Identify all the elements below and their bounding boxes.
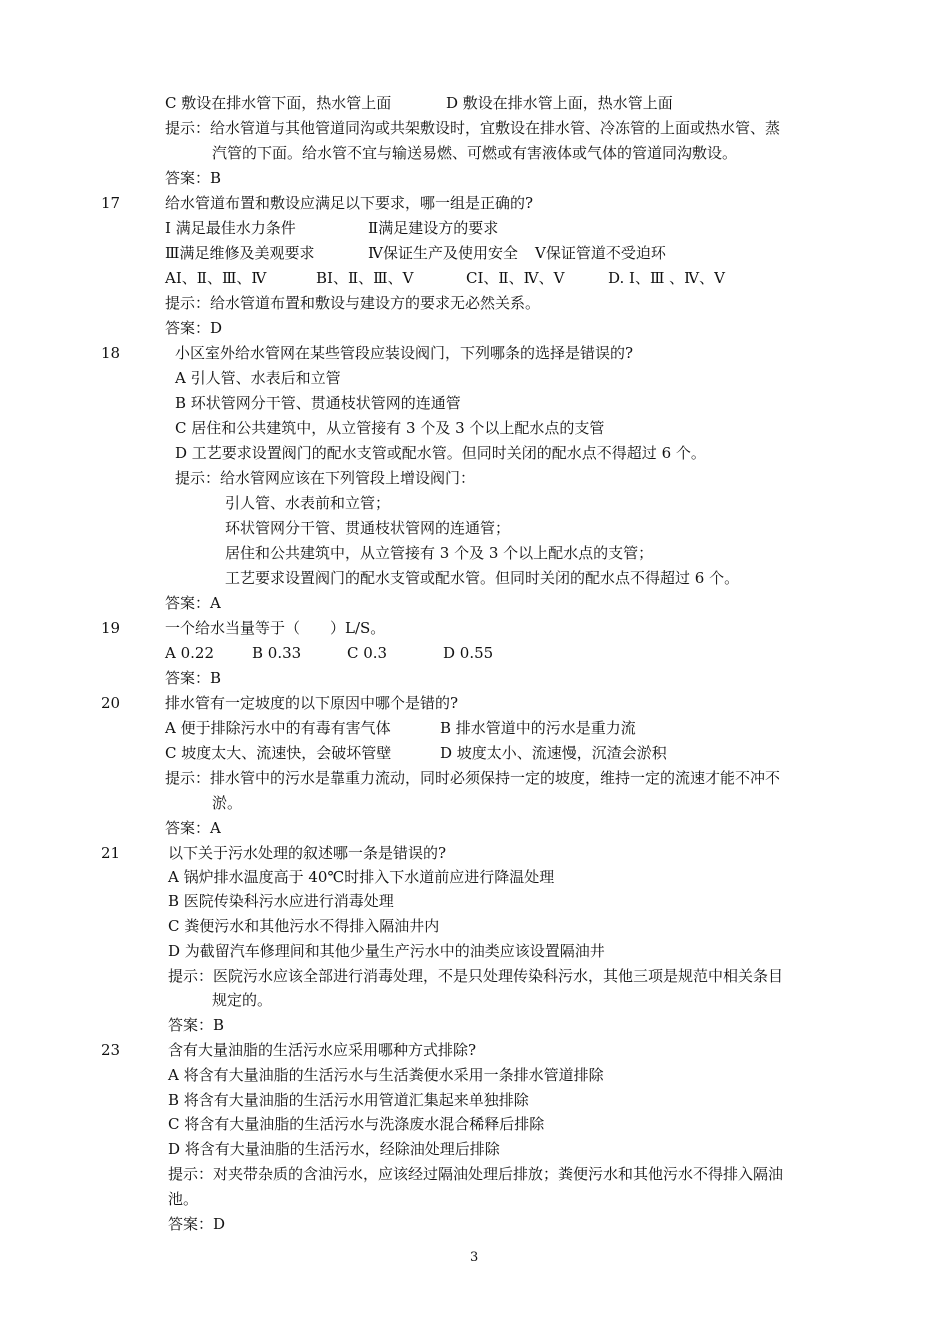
- q17-item-5: Ⅴ保证管道不受迫环: [535, 244, 666, 262]
- q18-hint: 提示：给水管网应该在下列管段上增设阀门：: [175, 469, 476, 487]
- q17-option-d: D. Ⅰ、Ⅲ 、Ⅳ、Ⅴ: [608, 269, 726, 287]
- q19-option-c: C 0.3: [347, 644, 388, 662]
- q23-hint-line1: 提示：对夹带杂质的含油污水，应该经过隔油处理后排放；粪便污水和其他污水不得排入隔油: [168, 1165, 784, 1183]
- q18-option-a: A 引人管、水表后和立管: [175, 369, 341, 387]
- q16-option-c: C 敷设在排水管下面，热水管上面: [165, 94, 392, 112]
- q19-number: 19: [101, 619, 121, 637]
- q17-hint: 提示：给水管道布置和敷设与建设方的要求无必然关系。: [165, 294, 541, 312]
- q20-option-d: D 坡度太小、流速慢，沉渣会淤积: [440, 744, 667, 762]
- q19-stem: 一个给水当量等于（ ）L/S。: [165, 619, 386, 637]
- q21-answer: 答案：B: [168, 1016, 225, 1034]
- q21-option-c: C 粪便污水和其他污水不得排入隔油井内: [168, 917, 440, 935]
- q17-option-b: BⅠ、Ⅱ、Ⅲ、Ⅴ: [316, 269, 414, 287]
- q16-answer: 答案：B: [165, 169, 222, 187]
- q17-option-c: CⅠ、Ⅱ、Ⅳ、Ⅴ: [466, 269, 565, 287]
- q21-hint-line1: 提示：医院污水应该全部进行消毒处理，不是只处理传染科污水，其他三项是规范中相关条目: [168, 967, 784, 985]
- q23-option-a: A 将含有大量油脂的生活污水与生活粪便水采用一条排水管道排除: [168, 1066, 604, 1084]
- q20-hint-line1: 提示：排水管中的污水是靠重力流动，同时必须保持一定的坡度，维持一定的流速才能不冲不: [165, 769, 781, 787]
- q17-option-a: AⅠ、Ⅱ、Ⅲ、Ⅳ: [165, 269, 267, 287]
- q17-item-4: Ⅳ保证生产及使用安全: [368, 244, 518, 262]
- q20-option-b: B 排水管道中的污水是重力流: [440, 719, 636, 737]
- q20-number: 20: [101, 694, 121, 712]
- q23-hint-line2: 池。: [168, 1190, 199, 1208]
- q18-hint-item-4: 工艺要求设置阀门的配水支管或配水管。但同时关闭的配水点不得超过 6 个。: [225, 569, 740, 587]
- q16-hint-line2: 汽管的下面。给水管不宜与输送易燃、可燃或有害液体或气体的管道同沟敷设。: [212, 144, 738, 162]
- q17-stem: 给水管道布置和敷设应满足以下要求，哪一组是正确的?: [165, 194, 534, 212]
- q18-hint-item-1: 引人管、水表前和立管；: [225, 494, 391, 512]
- q18-number: 18: [101, 344, 121, 362]
- q23-number: 23: [101, 1041, 121, 1059]
- q18-option-b: B 环状管网分干管、贯通枝状管网的连通管: [175, 394, 461, 412]
- q23-option-b: B 将含有大量油脂的生活污水用管道汇集起来单独排除: [168, 1091, 529, 1109]
- q23-answer: 答案：D: [168, 1215, 226, 1233]
- q17-answer: 答案：D: [165, 319, 223, 337]
- q16-option-d: D 敷设在排水管上面，热水管上面: [446, 94, 673, 112]
- q19-option-a: A 0.22: [165, 644, 214, 662]
- q18-option-d: D 工艺要求设置阀门的配水支管或配水管。但同时关闭的配水点不得超过 6 个。: [175, 444, 706, 462]
- q21-option-b: B 医院传染科污水应进行消毒处理: [168, 892, 394, 910]
- q17-item-1: Ⅰ 满足最佳水力条件: [165, 219, 296, 237]
- q23-option-d: D 将含有大量油脂的生活污水，经除油处理后排除: [168, 1140, 500, 1158]
- q23-stem: 含有大量油脂的生活污水应采用哪种方式排除?: [168, 1041, 477, 1059]
- q20-option-a: A 便于排除污水中的有毒有害气体: [165, 719, 391, 737]
- q18-hint-item-2: 环状管网分干管、贯通枝状管网的连通管；: [225, 519, 511, 537]
- q21-hint-line2: 规定的。: [212, 991, 273, 1009]
- q17-number: 17: [101, 194, 121, 212]
- q21-stem: 以下关于污水处理的叙述哪一条是错误的?: [168, 844, 447, 862]
- q21-option-d: D 为截留汽车修理间和其他少量生产污水中的油类应该设置隔油井: [168, 942, 605, 960]
- q18-stem: 小区室外给水管网在某些管段应装设阀门，下列哪条的选择是错误的?: [175, 344, 634, 362]
- q20-hint-line2: 淤。: [212, 794, 243, 812]
- q19-option-b: B 0.33: [252, 644, 302, 662]
- q19-option-d: D 0.55: [443, 644, 494, 662]
- q20-answer: 答案：A: [165, 819, 221, 837]
- q23-option-c: C 将含有大量油脂的生活污水与洗涤废水混合稀释后排除: [168, 1115, 545, 1133]
- q17-item-2: Ⅱ满足建设方的要求: [368, 219, 499, 237]
- page-number: 3: [470, 1250, 479, 1265]
- q18-answer: 答案：A: [165, 594, 221, 612]
- q21-number: 21: [101, 844, 121, 862]
- q21-option-a: A 锅炉排水温度高于 40℃时排入下水道前应进行降温处理: [168, 868, 555, 886]
- q18-hint-item-3: 居住和公共建筑中，从立管接有 3 个及 3 个以上配水点的支管；: [225, 544, 654, 562]
- q19-answer: 答案：B: [165, 669, 222, 687]
- q20-option-c: C 坡度太大、流速快，会破坏管壁: [165, 744, 392, 762]
- q20-stem: 排水管有一定坡度的以下原因中哪个是错的?: [165, 694, 459, 712]
- q16-hint-line1: 提示：给水管道与其他管道同沟或共架敷设时，宜敷设在排水管、冷冻管的上面或热水管、蒸: [165, 119, 781, 137]
- q17-item-3: Ⅲ满足维修及美观要求: [165, 244, 315, 262]
- q18-option-c: C 居住和公共建筑中，从立管接有 3 个及 3 个以上配水点的支管: [175, 419, 605, 437]
